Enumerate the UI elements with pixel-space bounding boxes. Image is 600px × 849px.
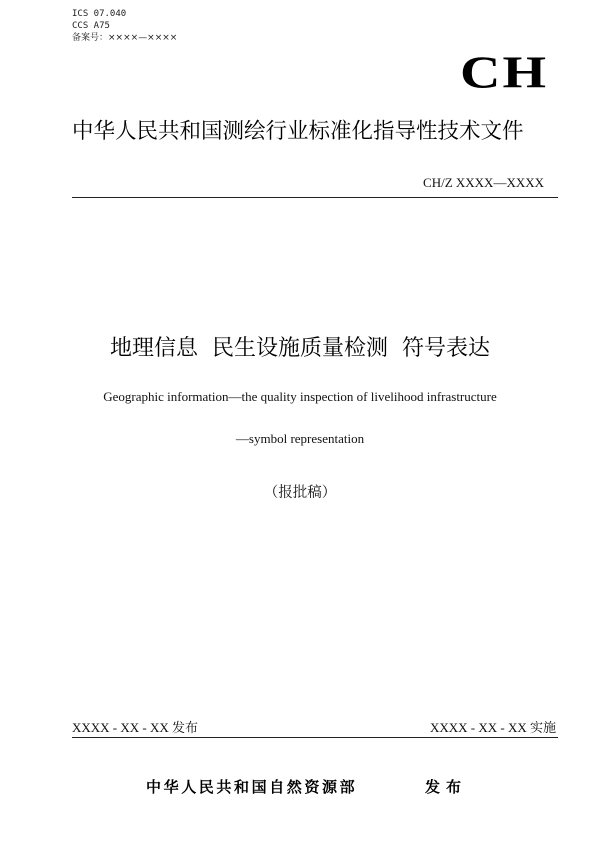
issue-label: 发布 — [425, 778, 468, 796]
record-number: 备案号：××××—×××× — [72, 33, 178, 43]
document-title-chinese: 地理信息 民生设施质量检测 符号表达 — [110, 336, 490, 361]
draft-status: （报批稿） — [263, 485, 337, 501]
ccs-code: CCS A75 — [72, 21, 110, 31]
header-divider — [72, 197, 558, 198]
implement-date: XXXX - XX - XX 实施 — [429, 720, 556, 735]
issuing-authority: 中华人民共和国自然资源部 — [146, 778, 358, 796]
document-title-english-line1: Geographic information—the quality inspection of livelihood infrastructure — [103, 389, 497, 404]
standard-number: CH/Z XXXX—XXXX — [423, 175, 544, 190]
document-title-english-line2: —symbol representation — [235, 431, 365, 446]
ch-logo: CH — [460, 47, 548, 99]
organization-title: 中华人民共和国测绘行业标准化指导性技术文件 — [72, 119, 524, 144]
footer-divider — [72, 737, 558, 738]
publish-date: XXXX - XX - XX 发布 — [72, 720, 199, 735]
ics-code: ICS 07.040 — [72, 9, 127, 19]
